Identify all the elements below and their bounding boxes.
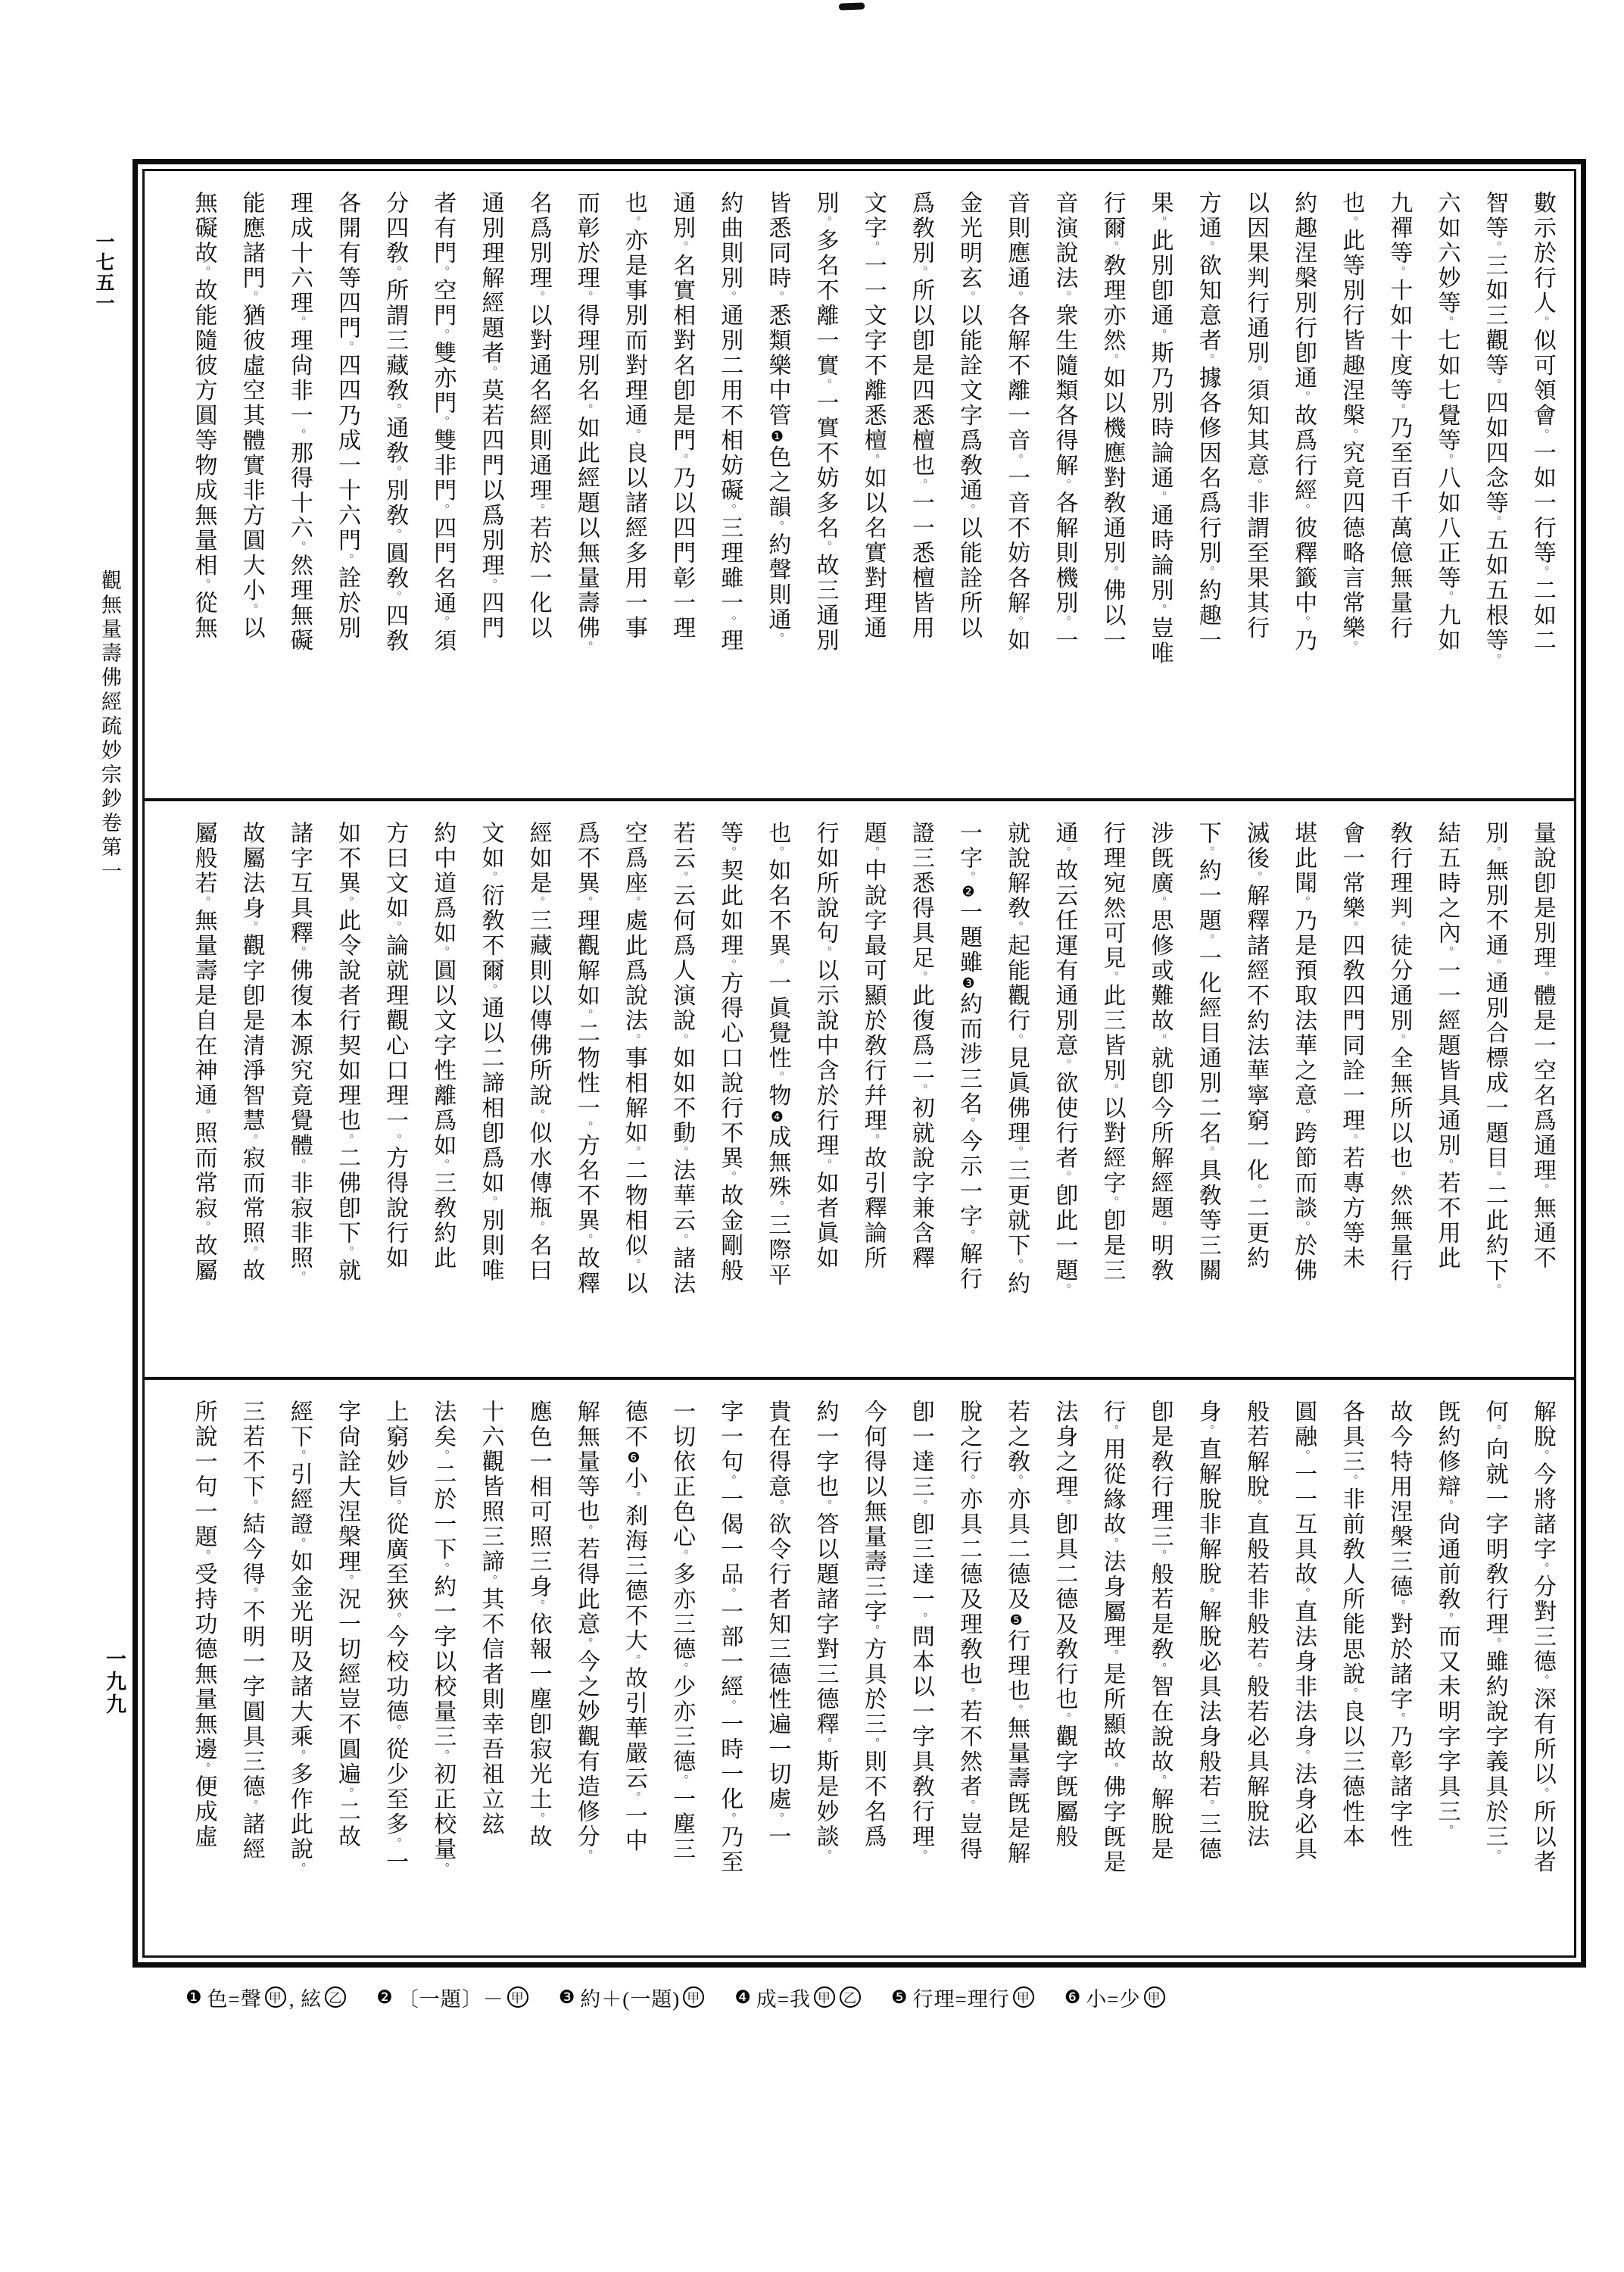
apparatus-footnotes (185, 1978, 1473, 2016)
register-b (145, 801, 1574, 1377)
text-column: 也。亦是事別而對理通。良以諸經多用一事 (621, 191, 647, 641)
register-a (145, 171, 1574, 798)
text-column: 智等。三如三觀等。四如四念等。五如五根等。 (1482, 191, 1507, 666)
footnote-ref-marker: ❻ (625, 1450, 642, 1466)
text-column: 約一字也。答以題諸字對三德釋。斯是妙談。 (812, 1400, 838, 1862)
text-column: 量說卽是別理。體是一空名爲通理。無通不 (1529, 821, 1555, 1272)
text-column: 以因果判行通別。須知其意。非謂至果其行 (1242, 191, 1268, 641)
text-column: 身。直解脫非解脫。解脫必具法身般若。三德 (1195, 1400, 1220, 1862)
footnote-marker: ❶ (185, 1986, 203, 2008)
footnote-ref-marker: ❺ (1008, 1612, 1025, 1629)
text-column: 音演說法。衆生隨類各得解。各解則機別。一 (1052, 191, 1077, 654)
text-column: 三若不下。結今得。不明一字圓具三德。諸經 (238, 1400, 264, 1862)
edition-mark: 甲 (265, 1986, 286, 2008)
text-column: 就說解敎。起能觀行。見眞佛理。三更就下。約 (1004, 821, 1030, 1297)
footnote-marker: ❷ (376, 1986, 394, 2008)
text-column: 屬般若。無量壽是自在神通。照而常寂。故屬 (191, 821, 217, 1284)
text-column: 皆悉同時。悉類樂中管❶色之韻。約聲則通。 (765, 191, 790, 645)
text-column: 字一句。一偈一品。一部一經。一時一化。乃至 (717, 1400, 743, 1875)
text-column: 下。約一題。一化經目通別二名。具敎等三關 (1195, 821, 1220, 1284)
text-column: 音則應通。各解不離一音。一音不妨各解。如 (1004, 191, 1030, 654)
text-column: 約中道爲如。圓以文字性離爲如。三敎約此 (430, 821, 456, 1272)
text-column: 堪此聞。乃是預取法華之意。跨節而談。於佛 (1291, 821, 1317, 1284)
text-column: 題。中說字最可顯於敎行幷理。故引釋論所 (860, 821, 886, 1272)
text-column: 通別理解經題者。莫若四門以爲別理。四門 (478, 191, 503, 641)
text-column: 行。用從緣故。法身屬理。是所顯故。佛字旣是 (1099, 1400, 1125, 1875)
footnote-item: ❹ 成=我 甲 乙 (734, 1983, 862, 2012)
text-column: 諸字互具釋。佛復本源究竟覺體。非寂非照。 (286, 821, 312, 1284)
text-column: 證三悉得具足。此復爲二。初就說字兼含釋 (908, 821, 934, 1272)
page-number: 一九九 (103, 1648, 126, 1716)
text-column: 爲敎別。所以卽是四悉檀也。一一悉檀皆用 (908, 191, 934, 641)
text-column: 行理宛然可見。此三皆別。以對經字。卽是三 (1099, 821, 1125, 1284)
text-column: 字尙詮大涅槃理。況一切經豈不圓遍。二故 (334, 1400, 360, 1850)
footnote-ref-marker: ❸ (960, 975, 977, 992)
text-column: 一切依正色心。多亦三德。少亦三德。一塵三 (669, 1400, 695, 1862)
text-column: 果。此別卽通。斯乃別時論通。通時論別。豈唯 (1147, 191, 1173, 666)
text-column: 各開有等四門。四四乃成一十六門。詮於別 (334, 191, 360, 641)
text-column: 無礙故。故能隨彼方圓等物成無量相。從無 (191, 191, 217, 641)
footnote-item: ❷ 〔一題〕－ 甲 (376, 1983, 530, 2012)
text-column: 也。如名不異。一眞覺性。物❹成無殊。三際平 (765, 821, 790, 1288)
text-column: 經如是。三藏則以傳佛所說。似水傳瓶。名曰 (525, 821, 551, 1284)
footnote-marker: ❺ (891, 1986, 909, 2008)
text-column: 脫之行。亦具二德及理敎也。若不然者。豈得 (956, 1400, 981, 1862)
edition-mark: 乙 (325, 1986, 346, 2008)
text-column: 十六觀皆照三諦。其不信者則幸吾祖立玆 (478, 1400, 503, 1837)
text-column: 各具三。非前敎人所能思說。良以三德性本 (1339, 1400, 1364, 1850)
text-column: 通。故云任運有通別意。欲使行者。卽此一題。 (1052, 821, 1077, 1297)
text-column: 通別。名實相對名卽是門。乃以四門彰一理 (669, 191, 695, 641)
text-column: 空爲座。處此爲說法。事相解如。二物相似。以 (621, 821, 647, 1297)
footnote-ref-marker: ❶ (768, 428, 786, 445)
text-column: 理成十六理。理尙非一。那得十六。然理無礙 (286, 191, 312, 654)
text-column: 方曰文如。論就理觀心口理一。方得說行如 (382, 821, 408, 1272)
edition-mark: 乙 (840, 1986, 861, 2008)
footnote-marker: ❻ (1064, 1986, 1082, 2008)
text-column: 今何得以無量壽三字。方具於三。則不名爲 (860, 1400, 886, 1850)
footnote-item: ❻ 小=少 甲 (1064, 1983, 1167, 2012)
scan-artifact (839, 2, 865, 10)
register-c (145, 1380, 1574, 1955)
text-column: 九禪等。十如十度等。乃至百千萬億無量行 (1386, 191, 1412, 641)
text-column: 一字。❷一題雖❸約而涉三名。今示一字。解行 (956, 821, 981, 1292)
footnote-item: ❸ 約＋(一題) 甲 (559, 1983, 706, 2012)
text-column: 也。此等別行皆趣涅槃。究竟四德略言常樂。 (1339, 191, 1364, 654)
footnote-item: ❶ 色=聲 甲 , 絃 乙 (185, 1983, 348, 2012)
footnote-ref-marker: ❹ (768, 1108, 786, 1125)
text-column: 約趣涅槃別行卽通。故爲行經。彼釋籤中。乃 (1291, 191, 1317, 654)
footnote-marker: ❹ (734, 1986, 752, 2008)
text-column: 若之敎。亦具二德及❺行理也。無量壽旣是解 (1004, 1400, 1030, 1867)
edition-mark: 甲 (1144, 1986, 1165, 2008)
text-column: 故今特用涅槃三德。對於諸字。乃彰諸字性 (1386, 1400, 1412, 1850)
text-column: 文如。衍敎不爾。通以二諦相卽爲如。別則唯 (478, 821, 503, 1284)
text-column: 滅後。解釋諸經不約法華寧窮一化。二更約 (1242, 821, 1268, 1272)
text-column: 圓融。一一互具故。直法身非法身。法身必具 (1291, 1400, 1317, 1862)
text-column: 法矣。二於一下。約一字以校量三。初正校量。 (430, 1400, 456, 1875)
text-column: 般若解脫。直般若非般若。般若必具解脫法 (1242, 1400, 1268, 1850)
text-column: 解無量等也。若得此意。今之妙觀有造修分。 (573, 1400, 599, 1862)
text-column: 六如六妙等。七如七覺等。八如八正等。九如 (1434, 191, 1460, 654)
text-column: 法身之理。卽具二德及敎行也。觀字旣屬般 (1052, 1400, 1077, 1850)
text-column: 結五時之內。一一經題皆具通別。若不用此 (1434, 821, 1460, 1272)
volume-title: 觀無量壽佛經疏妙宗鈔卷第一 (98, 570, 121, 885)
text-frame-inner (142, 169, 1576, 1958)
edition-mark: 甲 (1013, 1986, 1034, 2008)
text-column: 者有門。空門。雙亦門。雙非門。四門名通。須 (430, 191, 456, 654)
edition-mark: 甲 (683, 1986, 704, 2008)
edition-mark: 甲 (814, 1986, 835, 2008)
text-column: 約曲則別。通別二用不相妨礙。三理雖一。理 (717, 191, 743, 654)
footnote-ref-marker: ❷ (960, 883, 977, 900)
text-column: 解脫。今將諸字。分對三德。深有所以。所以者 (1529, 1400, 1555, 1875)
text-column: 貴在得意。欲令行者知三德性遍一切處。一 (765, 1400, 790, 1850)
text-column: 名爲別理。以對通名經則通理。若於一化以 (525, 191, 551, 641)
text-column: 德不❻小。刹海三德不大。故引華嚴云。一中 (621, 1400, 647, 1854)
footnote-marker: ❸ (558, 1986, 576, 2008)
text-column: 文字。一一文字不離悉檀。如以名實對理通 (860, 191, 886, 641)
text-column: 而彰於理。得理別名。如此經題以無量壽佛。 (573, 191, 599, 654)
text-column: 應色一相可照三身。依報一塵卽寂光土。故 (525, 1400, 551, 1850)
edition-mark: 甲 (507, 1986, 528, 2008)
text-column: 行爾。敎理亦然。如以機應對敎通別。佛以一 (1099, 191, 1125, 654)
text-frame (132, 159, 1586, 1968)
text-column: 若云。云何爲人演說。如如不動。法華云。諸法 (669, 821, 695, 1297)
text-column: 上窮妙旨。從廣至狹。今校功德。從少至多。一 (382, 1400, 408, 1875)
text-column: 所說一句一題。受持功德無量無邊。便成虛 (191, 1400, 217, 1850)
text-column: 會一常樂。四敎四門同詮一理。若專方等未 (1339, 821, 1364, 1272)
text-column: 行如所說句。以示說中含於行理。如者眞如 (812, 821, 838, 1272)
text-column: 分四敎。所謂三藏敎。通敎。別敎。圓敎。四敎 (382, 191, 408, 654)
text-column: 爲不異。理觀解如。二物性一。方名不異。故釋 (573, 821, 599, 1297)
text-column: 等。契此如理。方得心口說行不異。故金剛般 (717, 821, 743, 1284)
text-column: 卽是敎行理三。般若是敎。智在說故。解脫是 (1147, 1400, 1173, 1862)
text-column: 能應諸門。猶彼虛空其體實非方圓大小。以 (238, 191, 264, 641)
text-column: 方通。欲知意者。據各修因名爲行別。約趣一 (1195, 191, 1220, 654)
taisho-text-number: 一七五一 (93, 232, 114, 314)
text-column: 卽一達三。卽三達一。問本以一字具敎行理。 (908, 1400, 934, 1862)
footnote-item: ❺ 行理=理行 甲 (891, 1983, 1036, 2012)
text-column: 數示於行人。似可領會。一如一行等。二如二 (1529, 191, 1555, 654)
text-column: 何。向就一字明敎行理。雖約說字義具於三。 (1482, 1400, 1507, 1862)
text-column: 如不異。此令說者行契如理也。二佛卽下。就 (334, 821, 360, 1284)
text-column: 別。多名不離一實。一實不妨多名。故三通別 (812, 191, 838, 654)
text-column: 涉旣廣。思修或難故。就卽今所解經題。明敎 (1147, 821, 1173, 1284)
text-column: 別。無別不通。通別合標成一題目。二此約下。 (1482, 821, 1507, 1297)
text-column: 金光明玄。以能詮文字爲敎通。以能詮所以 (956, 191, 981, 641)
text-column: 故屬法身。觀字卽是清淨智慧。寂而常照。故 (238, 821, 264, 1284)
text-column: 旣約修辯。尙通前敎。而又未明字字具三。 (1434, 1400, 1460, 1837)
text-column: 經下。引經證。如金光明及諸大乘。多作此說。 (286, 1400, 312, 1875)
text-column: 敎行理判。徒分通別。全無所以也。然無量行 (1386, 821, 1412, 1284)
